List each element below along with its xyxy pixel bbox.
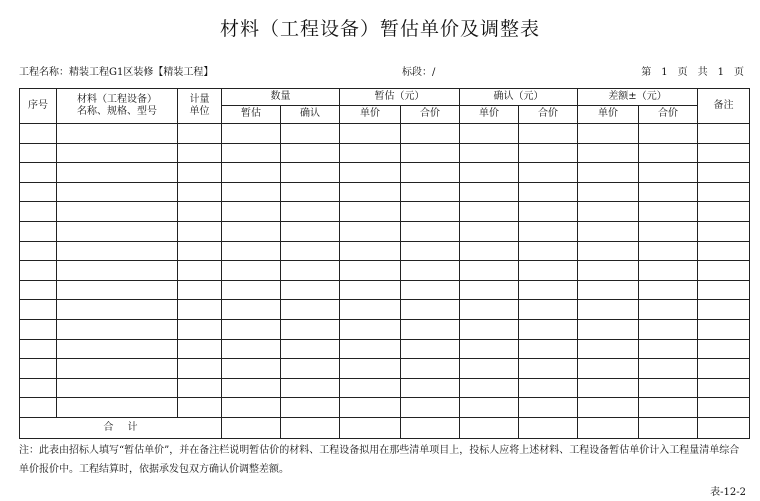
table-cell: [340, 221, 401, 241]
table-cell: [57, 124, 178, 144]
table-cell: [578, 221, 639, 241]
table-cell: [401, 339, 460, 359]
table-cell: [401, 398, 460, 418]
table-cell: [401, 280, 460, 300]
table-cell: [639, 261, 698, 281]
table-cell: [281, 163, 340, 183]
table-cell: [639, 221, 698, 241]
table-cell: [340, 359, 401, 379]
project-name-label: 工程名称：: [19, 67, 69, 78]
material-price-table: [19, 88, 750, 439]
header-estimate-total-price: 合价: [401, 106, 460, 124]
table-cell: [639, 359, 698, 379]
table-cell: [222, 319, 281, 339]
header-material-line1: 材料（工程设备）: [77, 93, 157, 105]
table-cell: [698, 417, 750, 438]
table-cell: [639, 182, 698, 202]
table-cell: [20, 300, 57, 320]
table-cell: [281, 182, 340, 202]
table-cell: [519, 417, 578, 438]
table-cell: [639, 202, 698, 222]
table-cell: [698, 339, 750, 359]
table-cell: [519, 319, 578, 339]
table-cell: [460, 241, 519, 261]
table-cell: [460, 339, 519, 359]
project-name: [19, 63, 213, 78]
table-cell: [401, 417, 460, 438]
table-cell: [401, 319, 460, 339]
table-cell: [639, 319, 698, 339]
table-cell: [222, 124, 281, 144]
table-cell: [222, 163, 281, 183]
table-cell: [20, 241, 57, 261]
table-row: [20, 143, 750, 163]
table-cell: [20, 378, 57, 398]
table-cell: [57, 261, 178, 281]
table-cell: [281, 378, 340, 398]
table-cell: [401, 359, 460, 379]
header-seq: 序号: [20, 89, 57, 124]
table-cell: [401, 300, 460, 320]
table-cell: [281, 300, 340, 320]
table-cell: [698, 221, 750, 241]
table-cell: [578, 339, 639, 359]
footnote: 注：此表由招标人填写“暂估单价”，并在备注栏说明暂估价的材料、工程设备拟用在那些清单项目上，投标人应将上述材料、工程设备暂估单价计入工程量清单综合单价报价中。工程结算时，依据承发包双方确认价调整差额。: [19, 445, 740, 475]
table-row: [20, 163, 750, 183]
header-confirm-total-price: 合价: [519, 106, 578, 124]
table-cell: [578, 398, 639, 418]
table-cell: [57, 221, 178, 241]
table-cell: [222, 417, 281, 438]
header-confirm-unit-price: 单价: [460, 106, 519, 124]
table-cell: [519, 280, 578, 300]
table-cell: [639, 143, 698, 163]
table-cell: [401, 221, 460, 241]
table-cell: [281, 417, 340, 438]
table-cell: [340, 241, 401, 261]
table-cell: [698, 280, 750, 300]
table-cell: [178, 319, 222, 339]
table-cell: [281, 359, 340, 379]
table-cell: [698, 124, 750, 144]
table-cell: [519, 163, 578, 183]
table-row: [20, 261, 750, 281]
table-cell: [519, 221, 578, 241]
table-cell: [178, 241, 222, 261]
table-cell: [698, 319, 750, 339]
table-cell: [222, 221, 281, 241]
table-cell: [460, 182, 519, 202]
table-cell: [460, 417, 519, 438]
table-cell: [20, 359, 57, 379]
table-cell: [639, 417, 698, 438]
table-row: [20, 398, 750, 418]
header-material-line2: 名称、规格、型号: [77, 106, 157, 117]
table-cell: [222, 182, 281, 202]
table-cell: [698, 182, 750, 202]
table-row: [20, 378, 750, 398]
table-cell: [340, 398, 401, 418]
table-cell: [340, 300, 401, 320]
table-cell: [178, 182, 222, 202]
table-cell: [178, 398, 222, 418]
table-cell: [401, 124, 460, 144]
table-cell: [578, 163, 639, 183]
table-cell: [698, 202, 750, 222]
table-cell: [698, 300, 750, 320]
table-row: [20, 202, 750, 222]
table-cell: [519, 359, 578, 379]
table-cell: [639, 339, 698, 359]
table-cell: [639, 300, 698, 320]
table-cell: [20, 163, 57, 183]
table-cell: [178, 378, 222, 398]
table-cell: [698, 378, 750, 398]
table-cell: [340, 319, 401, 339]
table-cell: [519, 143, 578, 163]
table-cell: [519, 300, 578, 320]
table-cell: [460, 378, 519, 398]
table-cell: [578, 280, 639, 300]
table-cell: [222, 280, 281, 300]
header-difference-unit-price: 单价: [578, 106, 639, 124]
table-cell: [222, 202, 281, 222]
table-cell: [340, 261, 401, 281]
table-row: [20, 182, 750, 202]
table-code: 表-12-2: [710, 487, 746, 498]
table-cell: [178, 221, 222, 241]
table-cell: [460, 163, 519, 183]
table-cell: [460, 143, 519, 163]
table-cell: [460, 202, 519, 222]
table-cell: [281, 241, 340, 261]
header-estimate-unit-price: 单价: [340, 106, 401, 124]
table-cell: [281, 202, 340, 222]
table-cell: [222, 261, 281, 281]
table-cell: [698, 143, 750, 163]
table-cell: [460, 319, 519, 339]
total-row: [20, 417, 750, 438]
table-cell: [281, 261, 340, 281]
table-cell: [222, 241, 281, 261]
table-cell: [222, 300, 281, 320]
table-cell: [698, 261, 750, 281]
table-row: [20, 319, 750, 339]
table-row: [20, 124, 750, 144]
table-cell: [340, 124, 401, 144]
table-row: [20, 339, 750, 359]
table-cell: [639, 163, 698, 183]
table-cell: [460, 221, 519, 241]
table-cell: [401, 241, 460, 261]
table-cell: [578, 143, 639, 163]
table-cell: [578, 202, 639, 222]
table-cell: [401, 202, 460, 222]
table-cell: [578, 319, 639, 339]
table-cell: [281, 398, 340, 418]
table-cell: [340, 143, 401, 163]
table-cell: [178, 124, 222, 144]
table-cell: [639, 398, 698, 418]
table-cell: [460, 359, 519, 379]
table-row: [20, 241, 750, 261]
table-cell: [639, 280, 698, 300]
table-cell: [639, 378, 698, 398]
table-cell: [178, 280, 222, 300]
table-cell: [578, 124, 639, 144]
page-number: 第 1 页 共 1 页: [641, 67, 744, 78]
table-cell: [222, 398, 281, 418]
table-cell: [178, 143, 222, 163]
table-row: [20, 221, 750, 241]
table-cell: [20, 143, 57, 163]
table-cell: [57, 378, 178, 398]
table-cell: [20, 221, 57, 241]
table-cell: [281, 124, 340, 144]
table-row: [20, 359, 750, 379]
table-cell: [519, 182, 578, 202]
table-cell: [340, 339, 401, 359]
page-title: 材料（工程设备）暂估单价及调整表: [219, 18, 540, 40]
table-cell: [57, 280, 178, 300]
table-cell: [698, 398, 750, 418]
table-cell: [578, 417, 639, 438]
table-cell: [401, 163, 460, 183]
table-cell: [519, 378, 578, 398]
table-cell: [340, 417, 401, 438]
table-cell: [639, 124, 698, 144]
table-cell: [20, 319, 57, 339]
table-cell: [20, 398, 57, 418]
header-unit-line1: 计量: [189, 93, 210, 105]
section-value: /: [432, 67, 436, 78]
table-cell: [460, 398, 519, 418]
header-qty-estimate: 暂估: [222, 106, 281, 124]
table-cell: [57, 163, 178, 183]
table-cell: [222, 339, 281, 359]
table-cell: [460, 300, 519, 320]
table-cell: [178, 261, 222, 281]
table-cell: [57, 143, 178, 163]
table-cell: [57, 300, 178, 320]
table-cell: [519, 241, 578, 261]
table-body: [20, 124, 750, 439]
table-row: [20, 280, 750, 300]
table-cell: [578, 359, 639, 379]
table-cell: [20, 182, 57, 202]
header-difference-total-price: 合价: [639, 106, 698, 124]
table-cell: [57, 319, 178, 339]
table-cell: [57, 359, 178, 379]
table-cell: [401, 143, 460, 163]
table-cell: [578, 300, 639, 320]
table-cell: [20, 261, 57, 281]
table-cell: [578, 182, 639, 202]
table-cell: [57, 339, 178, 359]
table-cell: [281, 143, 340, 163]
header-material: [57, 89, 178, 124]
table-cell: [57, 398, 178, 418]
header-qty-confirm: 确认: [281, 106, 340, 124]
project-name-value: 精装工程G1区装修【精装工程】: [69, 67, 214, 78]
header-unit: [178, 89, 222, 124]
table-cell: [20, 202, 57, 222]
table-cell: [639, 241, 698, 261]
table-cell: [519, 398, 578, 418]
table-cell: [178, 339, 222, 359]
section-info: [402, 63, 435, 78]
section-label: 标段：: [402, 67, 432, 78]
table-cell: [178, 300, 222, 320]
table-cell: [578, 241, 639, 261]
table-cell: [578, 261, 639, 281]
total-label: 合计: [20, 417, 222, 438]
table-cell: [281, 221, 340, 241]
table-cell: [340, 378, 401, 398]
table-cell: [281, 339, 340, 359]
table-cell: [178, 359, 222, 379]
table-cell: [460, 124, 519, 144]
table-cell: [222, 143, 281, 163]
table-cell: [222, 359, 281, 379]
header-remark: 备注: [698, 89, 750, 124]
table-cell: [578, 378, 639, 398]
table-row: [20, 300, 750, 320]
table-cell: [519, 202, 578, 222]
table-cell: [698, 241, 750, 261]
table-cell: [340, 280, 401, 300]
table-cell: [281, 280, 340, 300]
table-cell: [340, 202, 401, 222]
table-cell: [401, 182, 460, 202]
table-cell: [20, 339, 57, 359]
header-difference: 差额±（元）: [578, 89, 698, 106]
table-cell: [698, 163, 750, 183]
table-cell: [20, 280, 57, 300]
table-cell: [401, 378, 460, 398]
header-unit-line2: 单位: [189, 106, 210, 117]
table-cell: [20, 124, 57, 144]
table-cell: [401, 261, 460, 281]
header-estimate: 暂估（元）: [340, 89, 460, 106]
table-cell: [340, 163, 401, 183]
header-quantity: 数量: [222, 89, 340, 106]
table-cell: [57, 182, 178, 202]
table-cell: [57, 202, 178, 222]
table-cell: [519, 261, 578, 281]
table-cell: [178, 163, 222, 183]
table-cell: [281, 319, 340, 339]
table-cell: [698, 359, 750, 379]
table-cell: [340, 182, 401, 202]
header-confirm: 确认（元）: [460, 89, 578, 106]
table-cell: [178, 202, 222, 222]
table-cell: [57, 241, 178, 261]
table-cell: [519, 124, 578, 144]
table-cell: [519, 339, 578, 359]
table-cell: [460, 280, 519, 300]
table-cell: [460, 261, 519, 281]
table-cell: [222, 378, 281, 398]
